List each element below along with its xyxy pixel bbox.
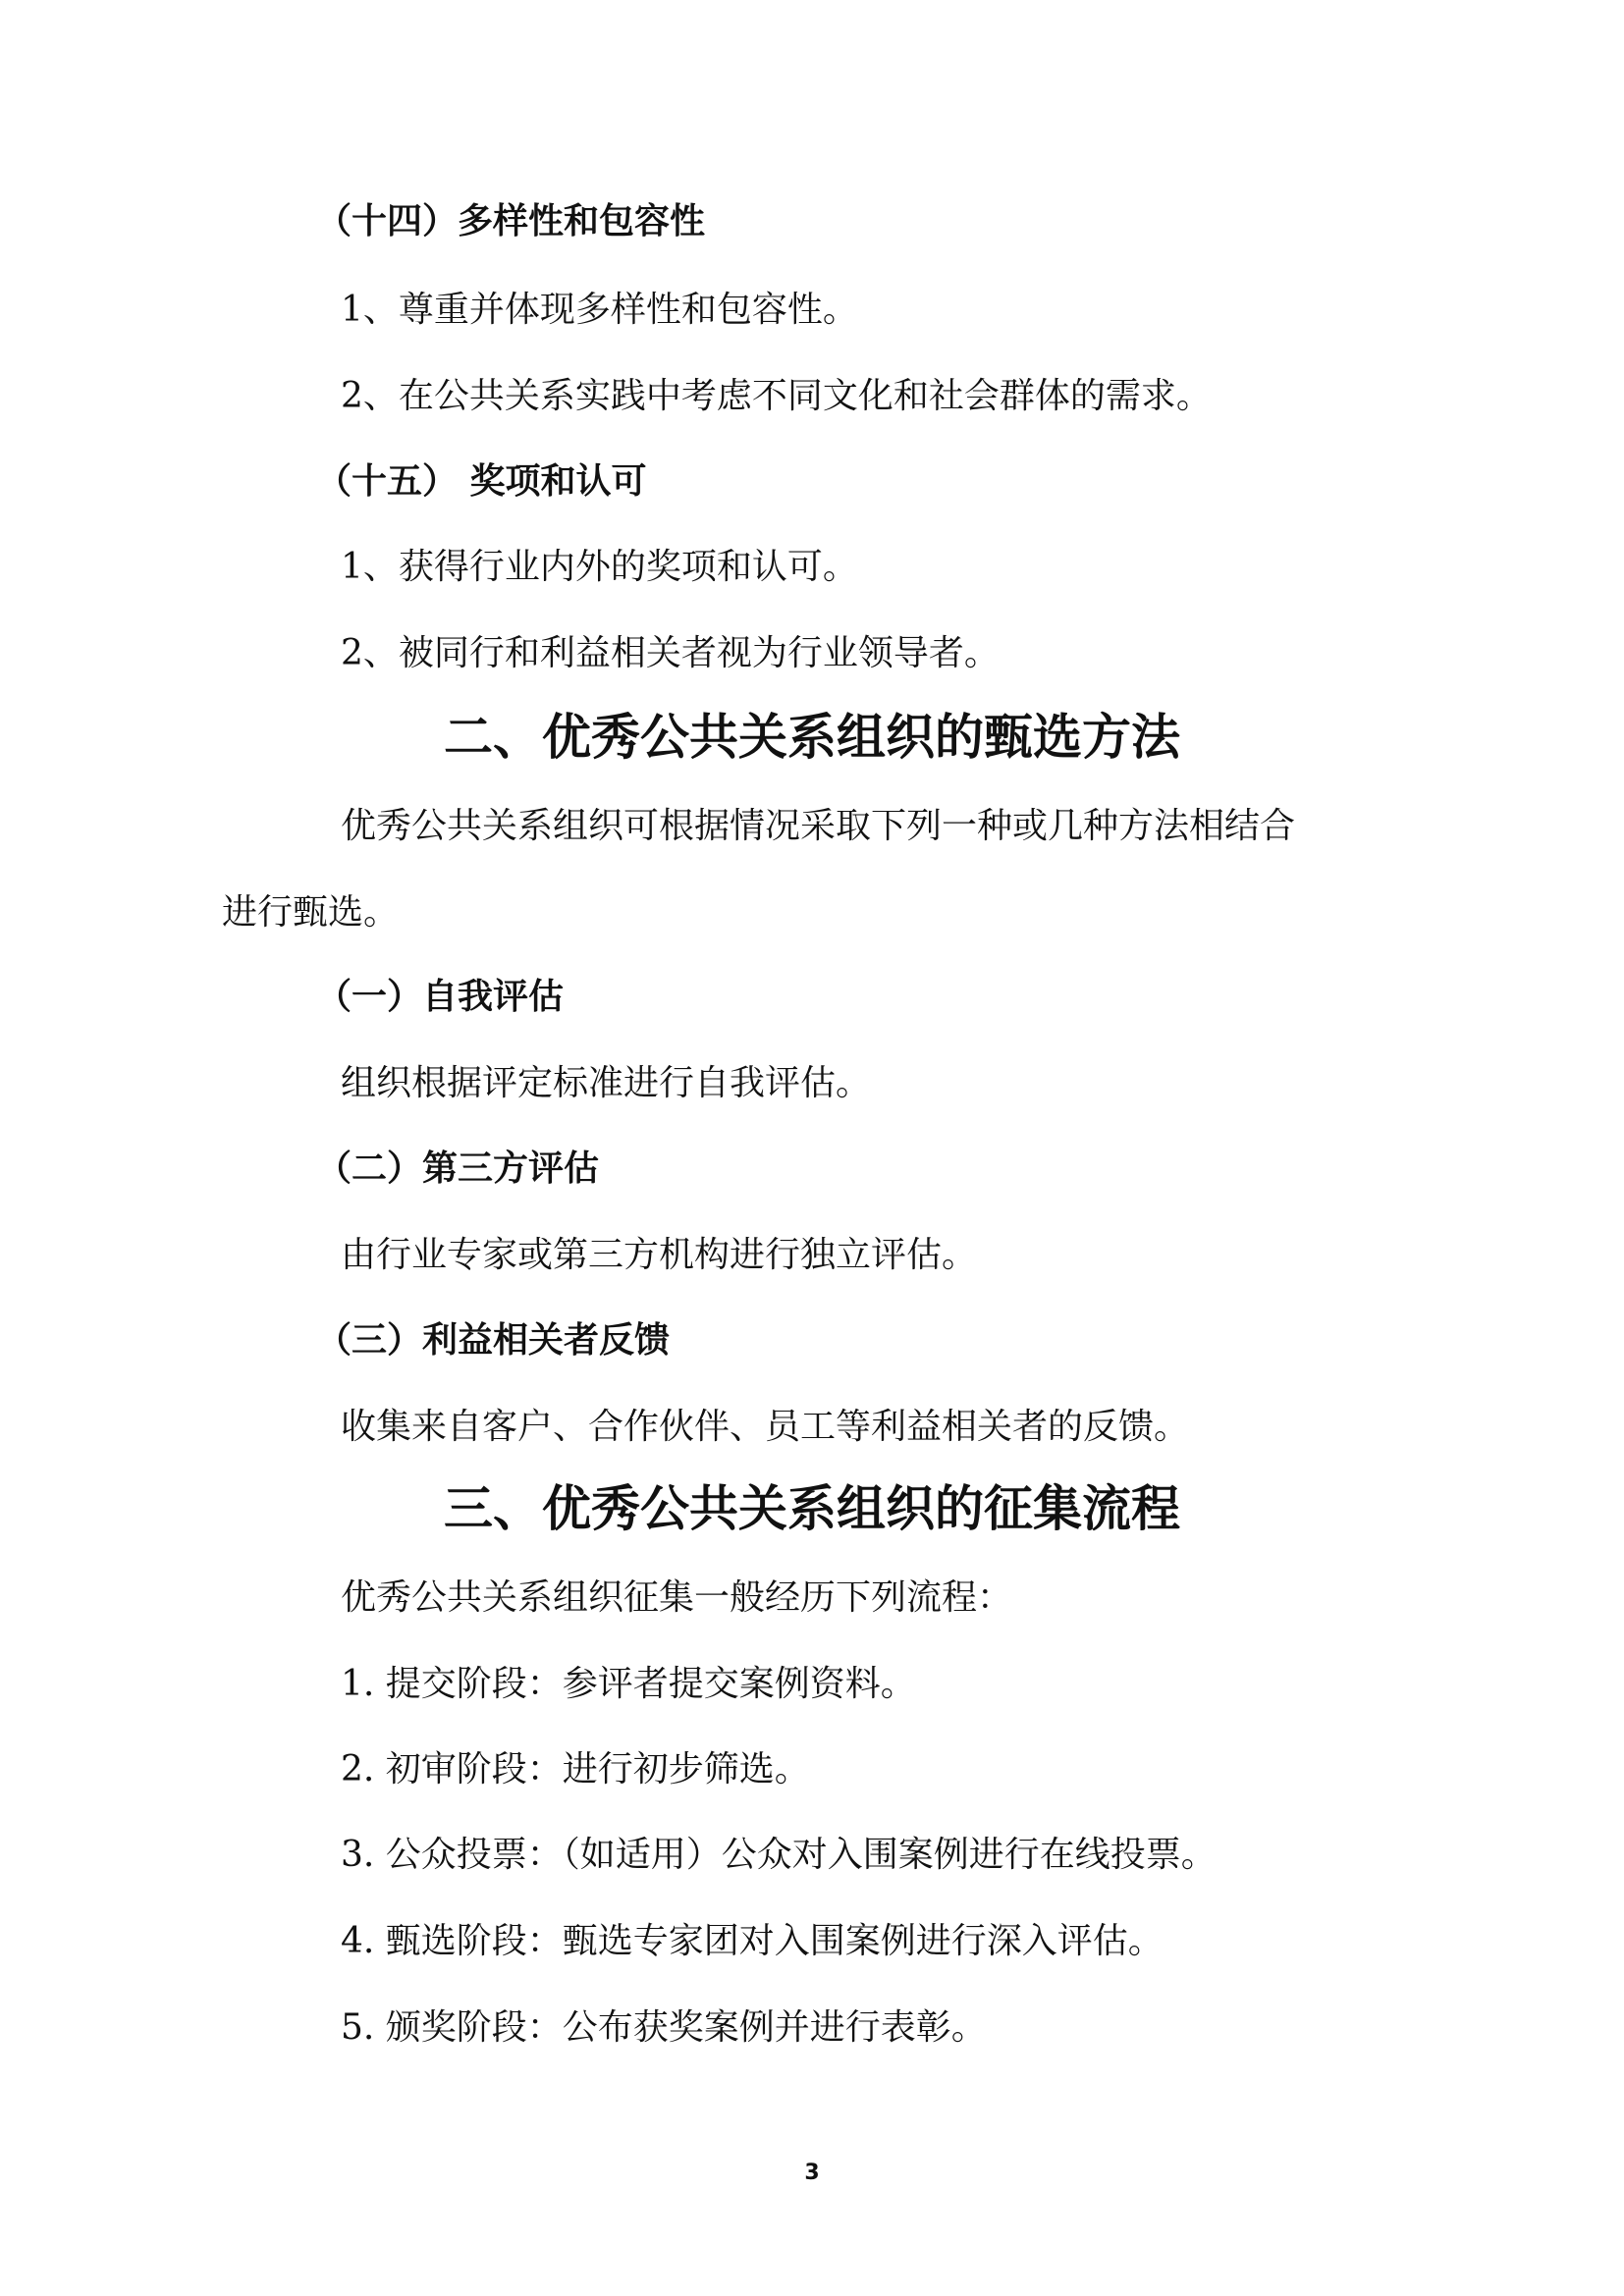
process-step-4: 4. 甄选阶段：甄选专家团对入围案例进行深入评估。 (341, 1921, 1164, 1961)
method-1-title: （一）自我评估 (316, 977, 565, 1017)
method-1-text: 组织根据评定标准进行自我评估。 (341, 1063, 872, 1103)
section-15-item-2: 2、被同行和利益相关者视为行业领导者。 (341, 633, 1000, 673)
section-14-item-2: 2、在公共关系实践中考虑不同文化和社会群体的需求。 (341, 376, 1212, 416)
method-2-title: （二）第三方评估 (316, 1148, 600, 1189)
method-2-text: 由行业专家或第三方机构进行独立评估。 (341, 1235, 978, 1275)
chapter-2-heading: 二、优秀公共关系组织的甄选方法 (444, 709, 1180, 766)
process-step-1: 1. 提交阶段：参评者提交案例资料。 (341, 1664, 916, 1704)
method-3-title: （三）利益相关者反馈 (316, 1320, 671, 1361)
section-14-item-1: 1、尊重并体现多样性和包容性。 (341, 290, 858, 330)
section-14-title: （十四）多样性和包容性 (316, 201, 706, 241)
page-number: 3 (804, 2161, 820, 2185)
section-15-item-1: 1、获得行业内外的奖项和认可。 (341, 547, 858, 587)
method-3-text: 收集来自客户、合作伙伴、员工等利益相关者的反馈。 (341, 1407, 1190, 1447)
process-step-3: 3. 公众投票：（如适用）公众对入围案例进行在线投票。 (341, 1835, 1217, 1875)
process-step-5: 5. 颁奖阶段：公布获奖案例并进行表彰。 (341, 2007, 987, 2048)
process-step-2: 2. 初审阶段：进行初步筛选。 (341, 1749, 810, 1789)
section-15-title: （十五） 奖项和认可 (316, 461, 647, 502)
chapter-3-heading: 三、优秀公共关系组织的征集流程 (444, 1480, 1180, 1537)
chapter-3-intro: 优秀公共关系组织征集一般经历下列流程： (341, 1577, 1013, 1618)
chapter-2-intro-line-1: 优秀公共关系组织可根据情况采取下列一种或几种方法相结合 (341, 806, 1296, 846)
chapter-2-intro-line-2: 进行甄选。 (222, 892, 400, 933)
